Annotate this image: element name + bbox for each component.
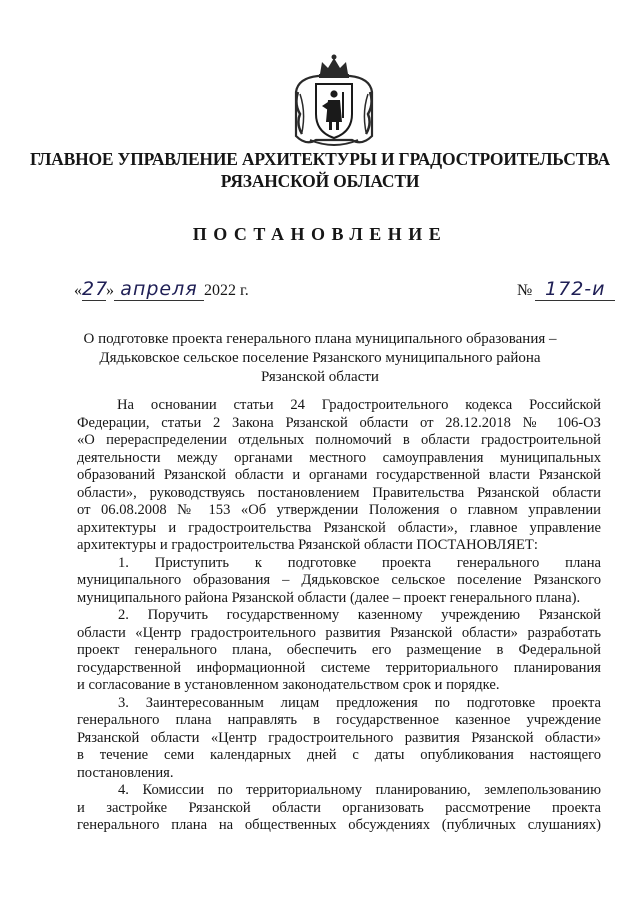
body-line: Федерации, статьи 2 Закона Рязанской области от 28.12.2018 № 106-ОЗ [77,414,601,431]
body-line: генерального плана на общественных обсуждениях (публичных слушаниях) [77,817,601,833]
ryazan-coat-of-arms-icon [292,52,376,152]
date-day-handwritten: 27 [82,278,109,300]
date-open-quote: « [74,282,82,299]
date-month-handwritten: апреля [114,278,204,301]
body-line: и застройке Рязанской области организовать рассмотрение проекта [77,799,601,816]
body-line: На основании статьи 24 Градостроительного кодекса Российской [117,397,601,413]
body-line: муниципального района Рязанской области (далее – проект генерального плана). [77,589,581,606]
body-line: «О перераспределении отдельных полномочий в области градостроительной [77,432,601,448]
subject-line: О подготовке проекта генерального плана муниципального образования – [83,331,557,347]
date-close-quote: » [106,282,114,299]
body-line: и согласование в установленном законодательством срок и порядке. [77,677,500,693]
subject-line: Дядьковское сельское поселение Рязанского муниципального района [99,350,541,366]
body-line: деятельности между органами местного самоуправления муниципальных [77,449,601,466]
document-subject [60,330,580,387]
document-type-title: ПОСТАНОВЛЕНИЕ [192,224,448,244]
number-value-handwritten: 172-и [535,278,615,301]
body-line: генерального плана направлять в государственное казенное учреждение [77,712,601,728]
date-year: 2022 г. [204,282,249,299]
body-line: Рязанской области «Центр градостроительного развития Рязанской области» [77,729,601,746]
body-line: муниципального образования – Дядьковское сельское поселение Рязанского [77,572,601,588]
body-line: в течение семи календарных дней с даты опубликования настоящего [77,747,601,763]
subject-line: Рязанской области [261,369,379,385]
body-line: государственной информационной системе территориального планирования [77,659,601,676]
body-line: 4. Комиссии по территориальному планированию, землепользованию [118,782,601,798]
body-line: постановления. [77,764,174,781]
body-line: проект генерального плана, обеспечить его размещение в Федеральной [77,642,601,658]
document-date [74,278,249,301]
body-line: 2. Поручить государственному казенному учреждению Рязанской [118,607,601,623]
body-line: архитектуры и градостроительства Рязанской области ПОСТАНОВЛЯЕТ: [77,537,538,553]
org-name-line1: ГЛАВНОЕ УПРАВЛЕНИЕ АРХИТЕКТУРЫ И ГРАДОСТРОИТЕЛЬСТВА [30,149,610,169]
body-line: области», руководствуясь постановлением Правительства Рязанской области [77,484,601,501]
document-number [517,278,615,301]
number-prefix: № [517,282,533,299]
body-line: от 06.08.2008 № 153 «Об утверждении Положения о главном управлении [77,502,601,518]
body-line: 3. Заинтересованным лицам предложения по подготовке проекта [118,694,601,711]
body-line: области «Центр градостроительного развития Рязанской области» разработать [77,624,601,641]
body-line: образований Рязанской области и органами государственной власти Рязанской [77,467,601,483]
body-line: 1. Приступить к подготовке проекта генерального плана [118,554,601,571]
document-body [77,397,601,835]
org-name-line2: РЯЗАНСКОЙ ОБЛАСТИ [220,171,420,191]
body-line: архитектуры и градостроительства Рязанской области», главное управление [77,519,601,536]
